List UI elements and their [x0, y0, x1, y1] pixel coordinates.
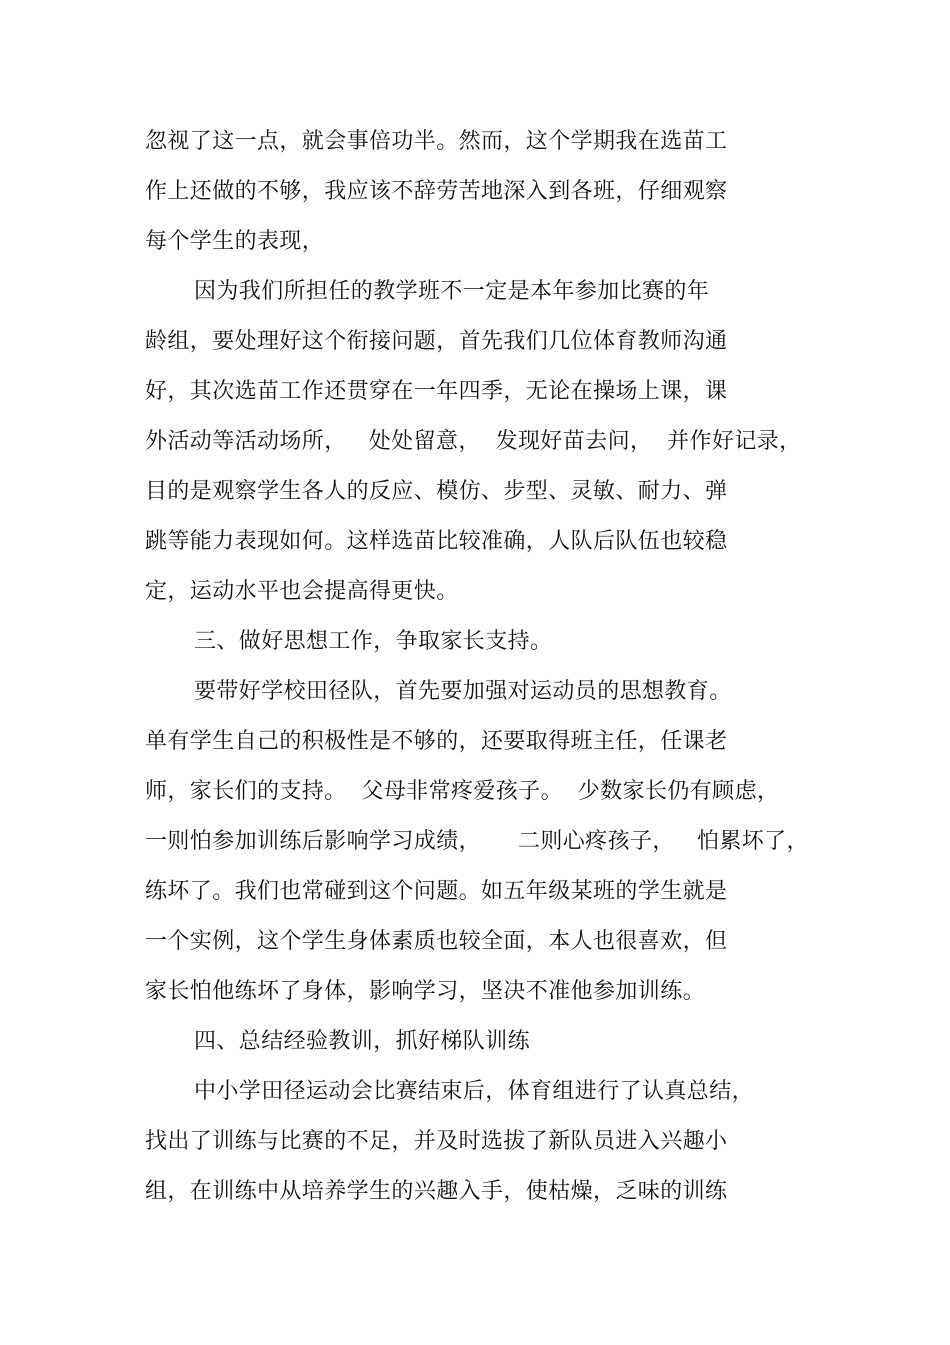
text-line: 家长怕他练坏了身体，影响学习，坚决不准他参加训练。	[145, 979, 706, 1004]
text-line: 单有学生自己的积极性是不够的，还要取得班主任，任课老	[145, 729, 728, 754]
text-line: 作上还做的不够，我应该不辞劳苦地深入到各班，仔细观察	[145, 179, 728, 204]
text-line: 龄组，要处理好这个衔接问题，首先我们几位体育教师沟通	[145, 329, 728, 354]
text-line: 一则怕参加训练后影响学习成绩， 二则心疼孩子， 怕累坏了，	[145, 829, 809, 854]
text-line: 找出了训练与比赛的不足，并及时选拔了新队员进入兴趣小	[145, 1129, 728, 1154]
text-line: 组，在训练中从培养学生的兴趣入手，使枯燥，乏味的训练	[145, 1179, 728, 1204]
text-line: 目的是观察学生各人的反应、模仿、步型、灵敏、耐力、弹	[145, 479, 728, 504]
text-line: 跳等能力表现如何。这样选苗比较准确，人队后队伍也较稳	[145, 529, 728, 554]
paragraph-start-line: 要带好学校田径队，首先要加强对运动员的思想教育。	[194, 679, 732, 704]
text-line: 师，家长们的支持。 父母非常疼爱孩子。 少数家长仍有顾虑，	[145, 779, 780, 804]
text-line: 练坏了。我们也常碰到这个问题。如五年级某班的学生就是	[145, 879, 728, 904]
text-line: 定，运动水平也会提高得更快。	[145, 579, 459, 604]
text-line: 一个实例，这个学生身体素质也较全面，本人也很喜欢，但	[145, 929, 728, 954]
text-line: 每个学生的表现，	[145, 229, 325, 254]
section-heading: 三、做好思想工作，争取家长支持。	[194, 629, 553, 654]
text-line: 好，其次选苗工作还贯穿在一年四季，无论在操场上课，课	[145, 379, 728, 404]
text-line: 忽视了这一点，就会事倍功半。然而，这个学期我在选苗工	[145, 129, 728, 154]
text-line: 外活动等活动场所， 处处留意， 发现好苗去问， 并作好记录，	[145, 429, 802, 454]
paragraph-start-line: 因为我们所担任的教学班不一定是本年参加比赛的年	[194, 279, 710, 304]
section-heading: 四、总结经验教训，抓好梯队训练	[194, 1029, 531, 1054]
paragraph-start-line: 中小学田径运动会比赛结束后，体育组进行了认真总结，	[194, 1079, 755, 1104]
